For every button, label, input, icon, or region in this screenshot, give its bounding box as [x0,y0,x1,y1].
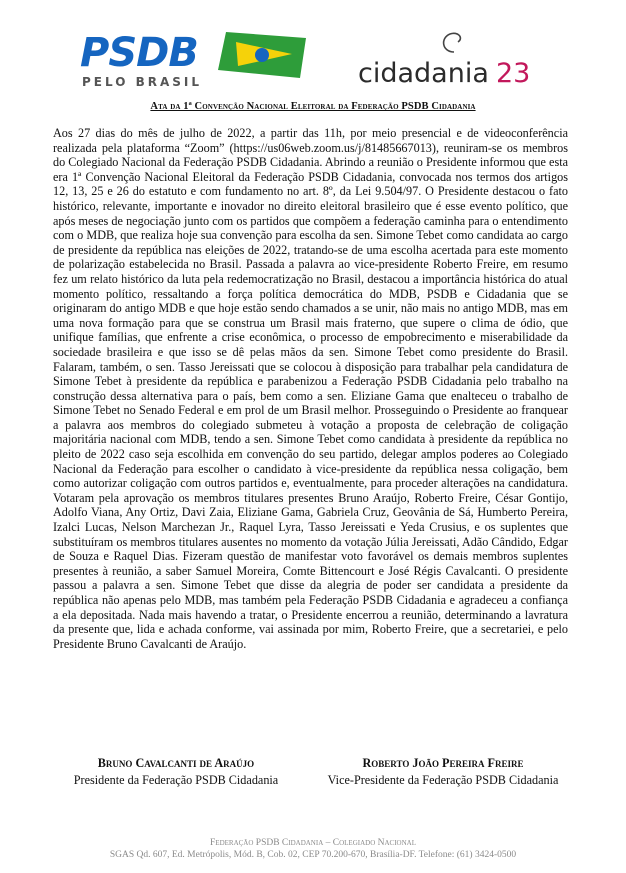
signatory-name: Bruno Cavalcanti de Araújo [97,756,255,770]
psdb-wordmark: PSDB [80,30,198,76]
signatory-role: Presidente da Federação PSDB Cidadania [73,773,279,787]
cidadania-swirl [444,33,461,52]
footer-organization: Federação PSDB Cidadania – Colegiado Nacional [210,838,416,848]
psdb-logo [78,28,308,90]
signatory-role: Vice-Presidente da Federação PSDB Cidadania [327,773,559,787]
signature-block-vice-president [304,756,582,788]
cidadania-wordmark: cidadania [358,58,489,89]
document-footer [0,837,626,861]
document-title: Ata da 1ª Convenção Nacional Eleitoral da Federação PSDB Cidadania [150,101,476,112]
signatory-name: Roberto João Pereira Freire [362,756,524,770]
minutes-body: Aos 27 dias do mês de julho de 2022, a partir das 11h, por meio presencial e de videoconferência realizada pela plataforma “Zoom” (https://us06web.zoom.us/j/81485667013), reuniram-se os membros do Colegiado Nacional da Federação PSDB Cidadania. Abrindo a reunião o Presidente informou que esta era 1ª Convenção Nacional Eleitoral da Federação PSDB Cidadania, convocada nos termos dos artigos 12, 13, 25 e 26 do estatuto e com fundamento no art. 8º, da Lei 9.504/97. O Presidente destacou o fato histórico, relevante, importante e inovador no direito eleitoral brasileiro que é esse evento político, que após meses de negociação junto com os partidos que compõem a federação caminha para o entendimento com o MDB, que realiza hoje sua convenção para escolha da sen. Simone Tebet como candidata ao cargo de presidente da república nas eleições de 2022, tratando-se de uma escolha acertada para este momento de polarização estabelecida no Brasil. Passada a palavra ao vice-presidente Roberto Freire, em resumo fez um relato histórico da luta pela redemocratização no Brasil, destacou a importância histórica do atual momento político, ressaltando a força política democrática do MDB, PSDB e Cidadania que se originaram do antigo MDB e que hoje estão sendo chamados a se unir, não mais no antigo MDB, mas em uma nova formação para que se construa um Brasil mais fraterno, que supere o clima de ódio, que unifique famílias, que enfrente a crise econômica, o processo de empobrecimento e miserabilidade da sociedade brasileira e que isso se dê pelas mãos da sen. Simone Tebet como presidente do Brasil. Falaram, também, o sen. Tasso Jereissati que se colocou à disposição para trabalhar pela candidatura de Simone Tebet à presidente da república e parabenizou a Federação PSDB Cidadania pelo trabalho na construção dessa alternativa para o país, bem como a sen. Eliziane Gama que enalteceu o trabalho de Simone Tebet no Senado Federal e em prol de um Brasil melhor. Prosseguindo o Presidente ao franquear a palavra aos membros do colegiado submeteu à votação a proposta de celebração de coligação majoritária nacional com MDB, tendo a sen. Simone Tebet como candidata à presidente da república no pleito de 2022 caso seja escolhida em convenção do seu partido, delegar amplos poderes ao Colegiado Nacional da Federação para escolher o candidato à vice-presidente da república nessa coligação, bem como autorizar coligação com outros partidos e, eventualmente, para proceder alterações na candidatura. Votaram pela aprovação os membros titulares presentes Bruno Araújo, Roberto Freire, César Gontijo, Adolfo Viana, Any Ortiz, Davi Zaia, Eliziane Gama, Gabriela Cruz, Geovânia de Sá, Humberto Pereira, Izalci Lucas, Nelson Marchezan Jr., Raquel Lyra, Tasso Jereissati e Yeda Crusius, e os suplentes que substituíram os membros titulares ausentes no momento da votação Júlia Jereissati, Adão Cândido, Edgar de Souza e Raquel Dias. Fizeram questão de manifestar voto favorável os demais membros suplentes presentes à reunião, a saber Samuel Moreira, Comte Bittencourt e José Régis Cavalcanti. O presidente passou a palavra a sen. Simone Tebet que disse da alegria de poder ser candidata a presidente da república não apenas pelo MDB, mas também pela Federação PSDB Cidadania e agradeceu a confiança a ela depositada. Nada mais havendo a tratar, o Presidente encerrou a reunião, determinando a lavratura da presente que, lida e achada conforme, vai assinada por mim, Roberto Freire, que a secretariei, e pelo Presidente Bruno Cavalcanti de Araújo. [53,126,568,651]
footer-address: SGAS Qd. 607, Ed. Metrópolis, Mód. B, Cob. 02, CEP 70.200-670, Brasília-DF. Telefone: (61) 3424-0500 [109,850,517,860]
document-header [0,20,626,90]
cidadania-logo [358,30,548,90]
signature-block-president [52,756,300,788]
flag-circle [255,48,269,62]
cidadania-number: 23 [496,58,531,89]
psdb-subtitle: PELO BRASIL [82,75,203,89]
